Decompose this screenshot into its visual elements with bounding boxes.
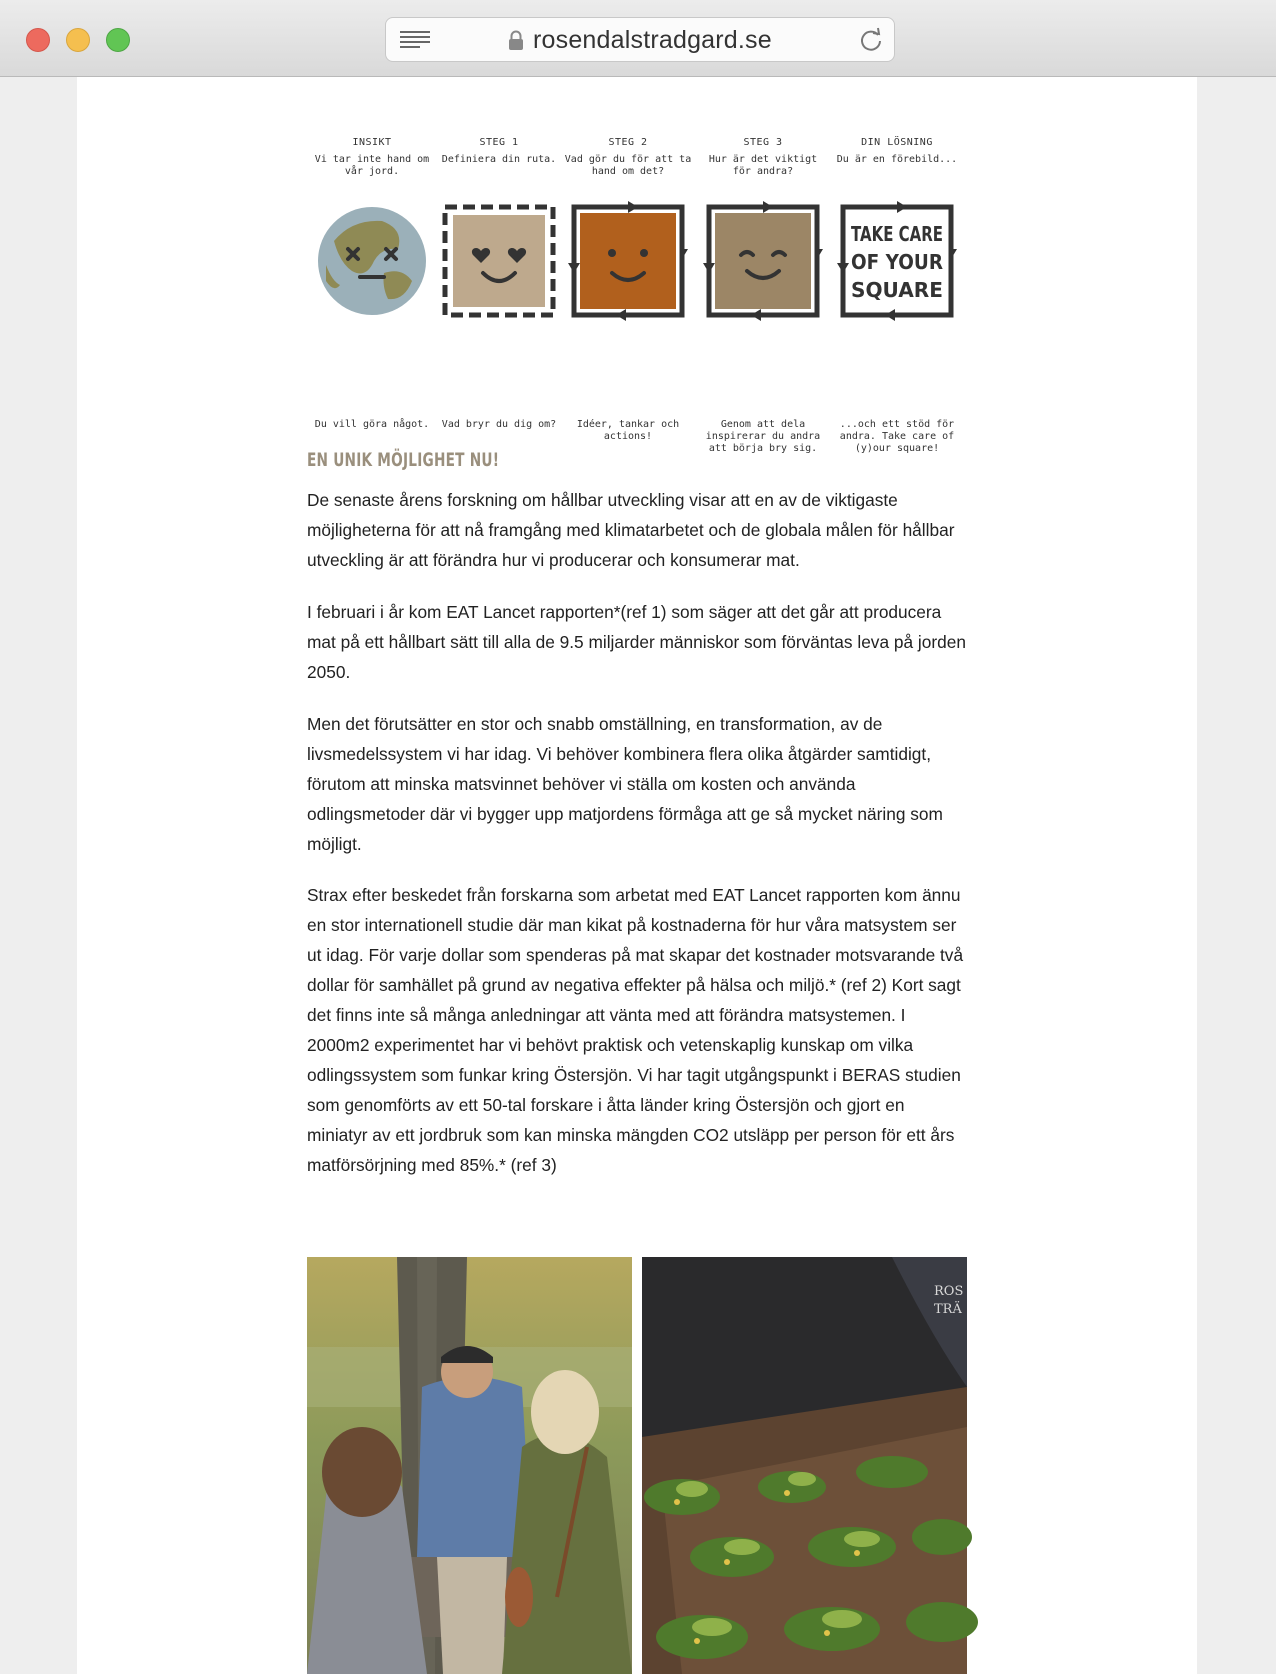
logo-line-3: SQUARE bbox=[851, 278, 943, 302]
reload-icon[interactable] bbox=[858, 27, 884, 53]
sad-earth-icon bbox=[312, 201, 432, 321]
step-title: STEG 2 bbox=[608, 137, 648, 148]
url-text: rosendalstradgard.se bbox=[533, 26, 772, 54]
step-subtitle: Du är en förebild... bbox=[836, 154, 958, 165]
step-caption: Vad bryr du dig om? bbox=[441, 419, 557, 430]
heart-eyes-square-icon bbox=[439, 201, 559, 321]
step-title: STEG 3 bbox=[743, 137, 783, 148]
step-title: STEG 1 bbox=[479, 137, 519, 148]
apron-text-1: ROS bbox=[934, 1284, 964, 1299]
paragraph-3: Men det förutsätter en stor och snabb omställning, en transformation, av de livsmedelssystem vi har idag. Vi behöver kombinera flera olika åtgärder samtidigt, förutom att minska matsvinnet behöver vi ställa om kosten och använda odlingsmetoder där vi bygger upp matjordens förmåga att ge så mycket näring som möjligt. bbox=[307, 714, 943, 854]
reader-mode-icon[interactable] bbox=[400, 31, 430, 49]
step-title: DIN LÖSNING bbox=[861, 137, 933, 148]
zoom-window-button[interactable] bbox=[106, 28, 130, 52]
step-caption: Idéer, tankar och actions! bbox=[576, 419, 680, 442]
logo-line-1: TAKE CARE bbox=[851, 222, 943, 246]
step-subtitle: Hur är det viktigt för andra? bbox=[708, 154, 818, 177]
take-care-infographic bbox=[307, 137, 967, 477]
paragraph-4: Strax efter beskedet från forskarna som arbetat med EAT Lancet rapporten kom ännu en stor internationell studie där man kikat på kostnaderna för hur våra matsystem ser ut idag. För varje dollar som spenderas på mat skapar det kostnader motsvarande två dollar för samhället på grund av negativa effekter på hälsa och miljö.* (ref 2) Kort sagt det finns inte så många anledningar att vänta med att förändra matsystemen. I 2000m2 experimentet har vi behövt praktisk och vetenskaplig kunskap om vilka odlingssystem som funkar kring Östersjön. Vi har tagit utgångspunkt i BERAS studien som genomförts av ett 50-tal forskare i åtta länder kring Östersjön och gjort en miniatyr av ett jordbruk som kan minska mängden CO2 utsläpp per person för ett års matförsörjning med 85%.* (ref 3) bbox=[307, 885, 964, 1175]
step-caption: ...och ett stöd för andra. Take care of (y)our square! bbox=[839, 419, 955, 454]
step-subtitle: Vad gör du för att ta hand om det? bbox=[564, 154, 692, 177]
lock-icon bbox=[508, 30, 524, 50]
step-caption: Genom att dela inspirerar du andra att börja bry sig. bbox=[705, 419, 821, 454]
section-heading: EN UNIK MÖJLIGHET NU! bbox=[307, 449, 500, 471]
step-subtitle: Vi tar inte hand om vår jord. bbox=[314, 154, 430, 177]
apron-text-2: TRÄ bbox=[934, 1302, 962, 1317]
step-subtitle: Definiera din ruta. bbox=[441, 154, 557, 165]
step-caption: Du vill göra något. bbox=[314, 419, 430, 430]
browser-toolbar bbox=[0, 0, 1276, 77]
minimize-window-button[interactable] bbox=[66, 28, 90, 52]
take-care-logo bbox=[837, 201, 957, 321]
happy-square-icon bbox=[703, 201, 823, 321]
smiling-square-icon bbox=[568, 201, 688, 321]
step-title: INSIKT bbox=[352, 137, 392, 148]
close-window-button[interactable] bbox=[26, 28, 50, 52]
address-bar[interactable] bbox=[385, 17, 895, 62]
paragraph-1: De senaste årens forskning om hållbar utveckling visar att en av de viktigaste möjligheterna för att nå framgång med klimatarbetet och de globala målen för hållbar utveckling är att förändra hur vi producerar och konsumerar mat. bbox=[307, 490, 955, 570]
paragraph-2: I februari i år kom EAT Lancet rapporten*(ref 1) som säger att det går att producera mat på ett hållbart sätt till alla de 9.5 miljarder människor som förväntas leva på jorden 2050. bbox=[307, 602, 966, 682]
photo-garden-guide bbox=[307, 1257, 632, 1674]
web-page bbox=[77, 77, 1197, 1674]
logo-line-2: OF YOUR bbox=[851, 250, 943, 274]
photo-plated-food bbox=[642, 1257, 967, 1674]
